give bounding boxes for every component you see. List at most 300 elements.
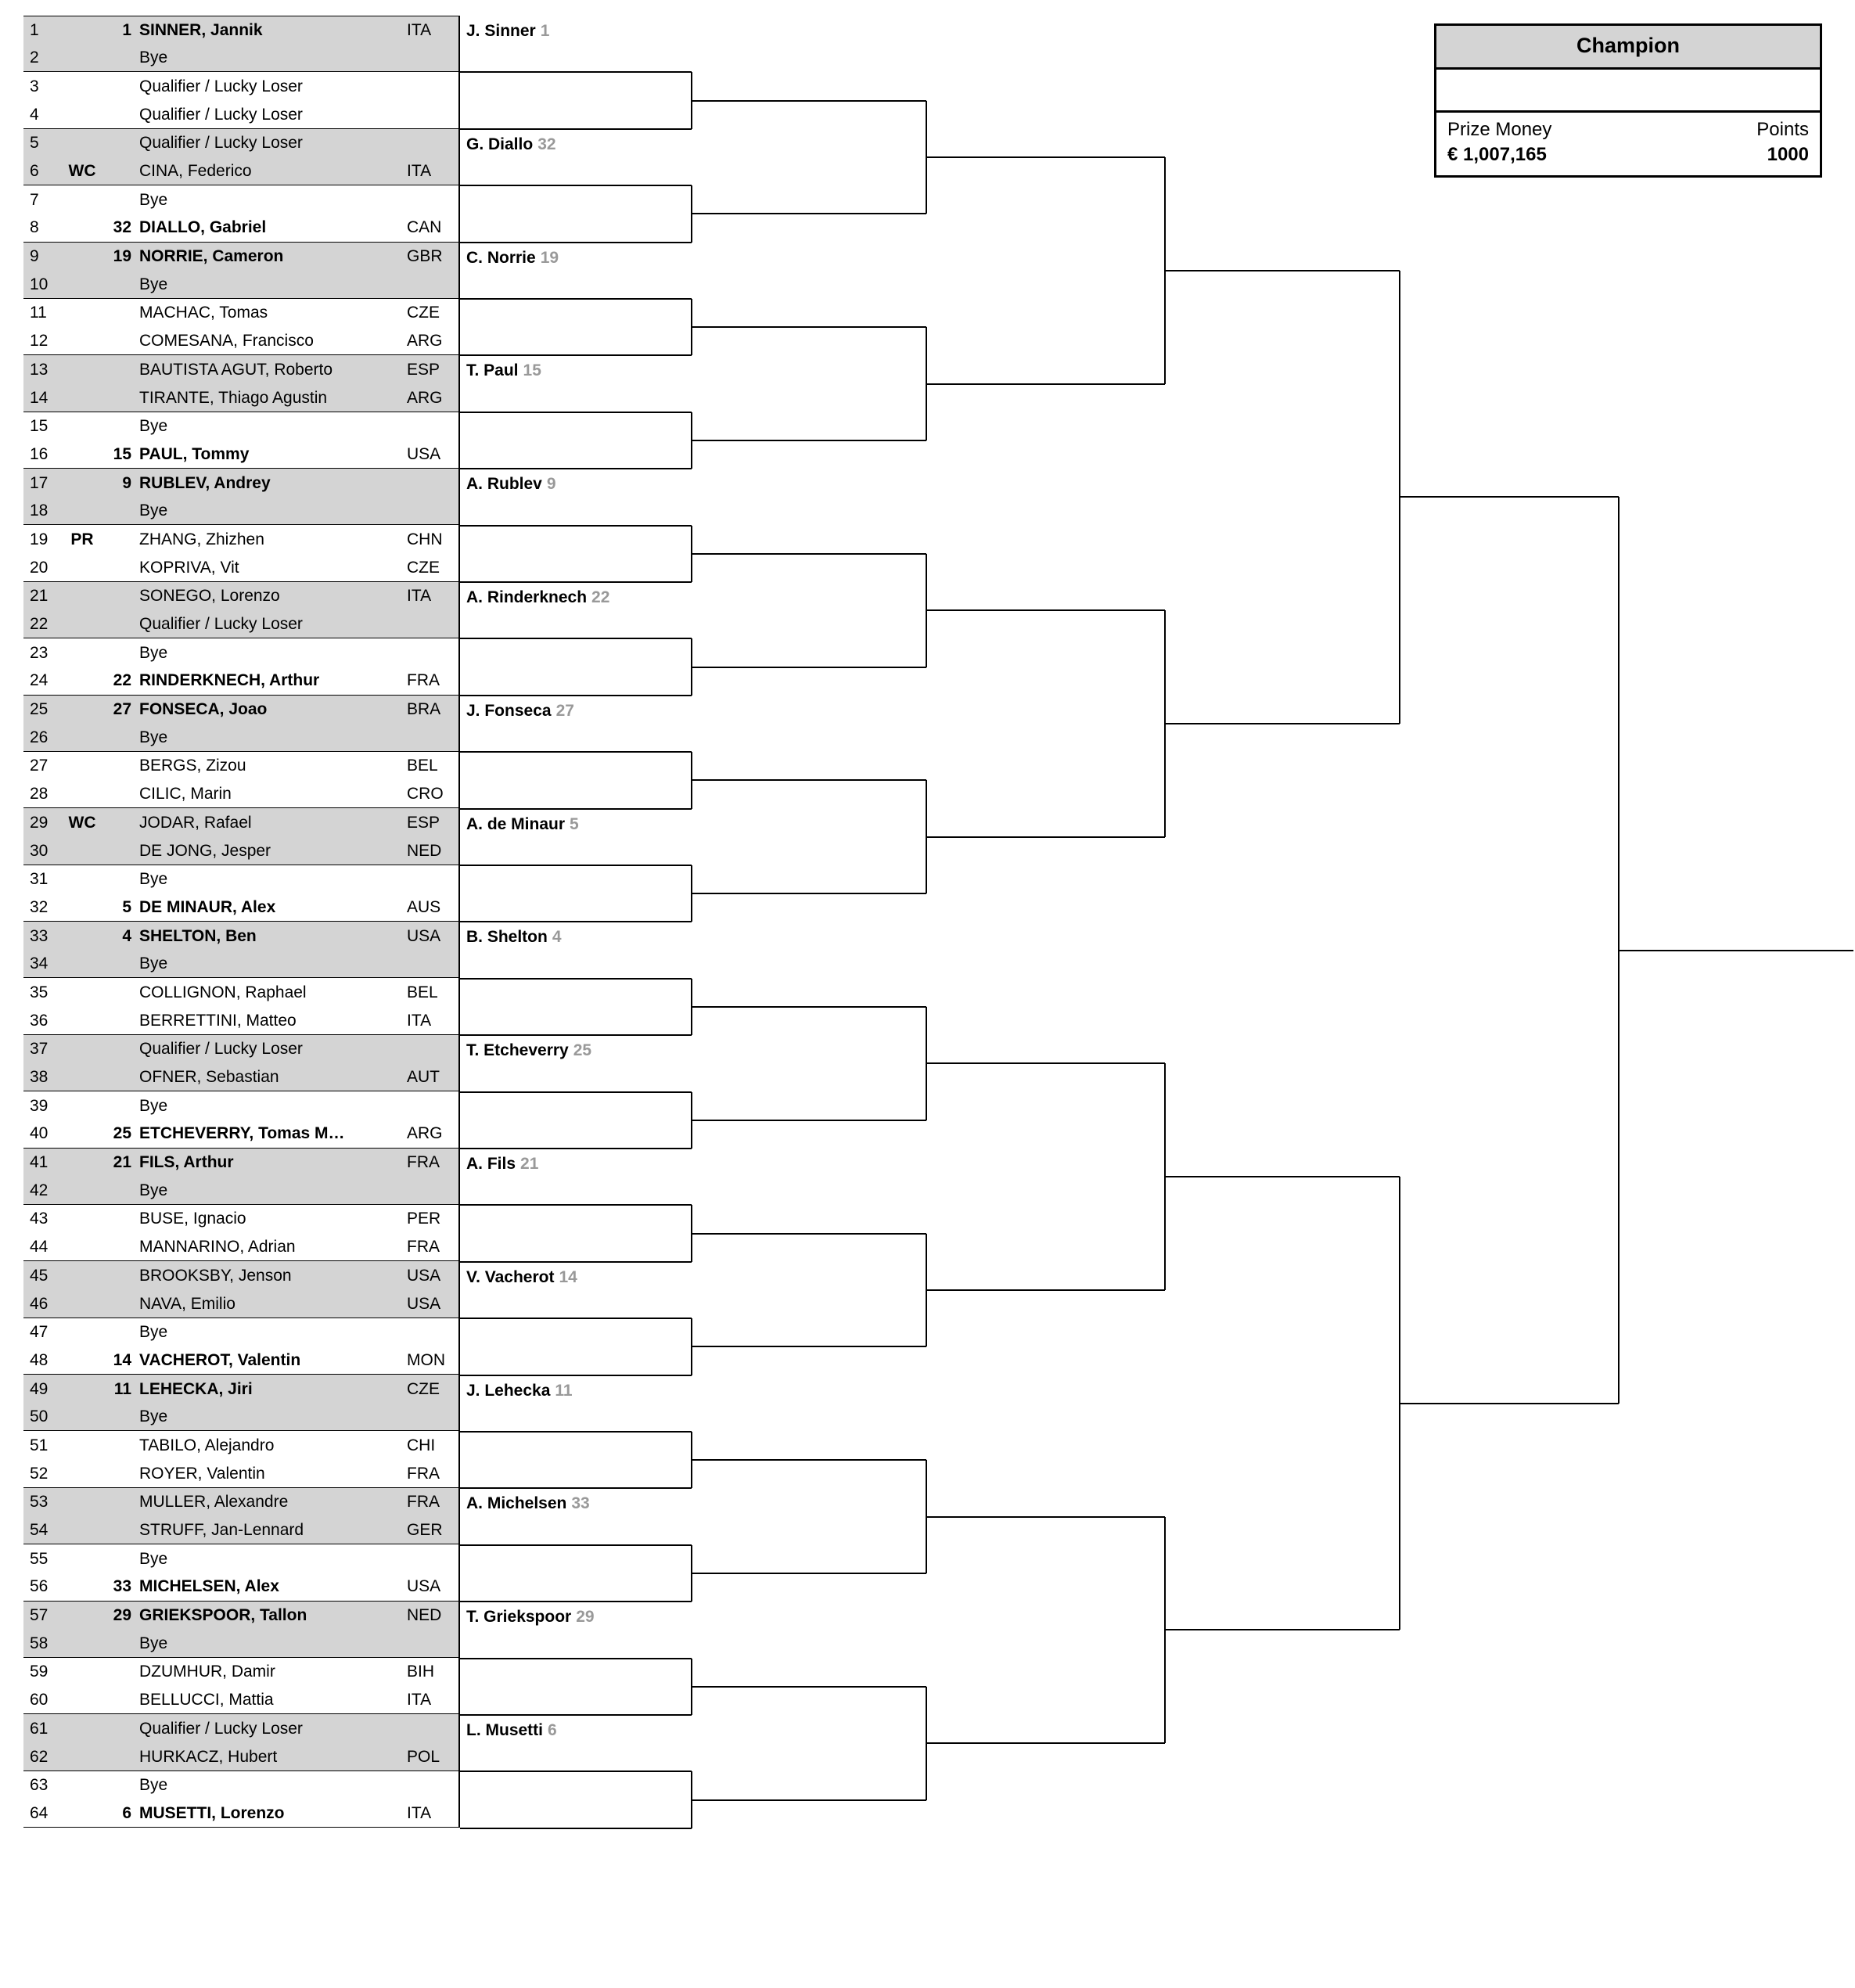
draw-row-player-name[interactable]: TIRANTE, Thiago Agustin bbox=[139, 388, 328, 407]
draw-row[interactable] bbox=[23, 1120, 458, 1148]
draw-row-sequence: 59 bbox=[30, 1663, 49, 1681]
draw-row-sequence: 56 bbox=[30, 1577, 49, 1596]
draw-row-player-name[interactable]: MACHAC, Tomas bbox=[139, 304, 268, 322]
draw-row[interactable] bbox=[23, 355, 458, 383]
draw-row[interactable] bbox=[23, 752, 458, 780]
round2-winner-seed: 9 bbox=[546, 475, 556, 494]
bracket-connector-horizontal bbox=[692, 1573, 926, 1574]
draw-row[interactable] bbox=[23, 383, 458, 412]
draw-row-player-name[interactable]: Bye bbox=[139, 1181, 168, 1199]
draw-row-seed: 25 bbox=[113, 1124, 131, 1143]
draw-row[interactable] bbox=[23, 1602, 458, 1630]
draw-row[interactable] bbox=[23, 1233, 458, 1261]
round2-winner-name: T. Paul bbox=[466, 361, 519, 380]
draw-row-player-name[interactable]: Bye bbox=[139, 1096, 168, 1115]
draw-row-sequence: 14 bbox=[30, 388, 49, 407]
draw-row-seed: 15 bbox=[113, 444, 131, 463]
draw-row[interactable] bbox=[23, 1799, 458, 1828]
draw-row-player-name[interactable]: Bye bbox=[139, 1549, 168, 1568]
round2-winner-seed: 22 bbox=[591, 588, 610, 606]
draw-row-seed: 21 bbox=[113, 1153, 131, 1172]
draw-row[interactable] bbox=[23, 610, 458, 638]
draw-row[interactable] bbox=[23, 724, 458, 752]
draw-row-player-name[interactable]: BERRETTINI, Matteo bbox=[139, 1011, 297, 1030]
draw-row[interactable] bbox=[23, 1686, 458, 1714]
draw-row-nationality: FRA bbox=[407, 671, 440, 690]
bracket-connector-horizontal bbox=[1400, 1403, 1619, 1404]
draw-row-sequence: 11 bbox=[30, 304, 47, 322]
draw-row[interactable] bbox=[23, 185, 458, 214]
points-block bbox=[1756, 119, 1809, 166]
draw-row-player-name[interactable]: JODAR, Rafael bbox=[139, 813, 252, 832]
draw-sheet bbox=[23, 16, 458, 1828]
draw-row-player-name[interactable]: COLLIGNON, Raphael bbox=[139, 983, 307, 1001]
round2-winner-seed: 11 bbox=[555, 1381, 573, 1400]
round2-winner-seed: 27 bbox=[555, 701, 574, 720]
round2-winner[interactable] bbox=[466, 702, 574, 721]
bracket-connector-horizontal bbox=[692, 1006, 926, 1008]
draw-row-seed: 1 bbox=[122, 20, 131, 39]
draw-row-player-name[interactable]: CINA, Federico bbox=[139, 162, 252, 181]
bracket-connector-horizontal bbox=[692, 1346, 926, 1347]
bracket-connector-horizontal bbox=[692, 440, 926, 441]
draw-row[interactable] bbox=[23, 865, 458, 893]
draw-row-player-name[interactable]: DE MINAUR, Alex bbox=[139, 897, 276, 916]
draw-row-nationality: ARG bbox=[407, 388, 443, 407]
draw-row-sequence: 36 bbox=[30, 1011, 49, 1030]
round2-winner-seed: 33 bbox=[571, 1494, 590, 1513]
bracket-connector-horizontal bbox=[692, 1120, 926, 1121]
draw-row-nationality: NED bbox=[407, 1606, 442, 1625]
draw-row-player-name[interactable]: Bye bbox=[139, 275, 168, 293]
draw-row-player-name[interactable]: ZHANG, Zhizhen bbox=[139, 530, 264, 548]
draw-row-player-name[interactable]: BROOKSBY, Jenson bbox=[139, 1266, 292, 1285]
bracket-connector-horizontal bbox=[1165, 270, 1400, 271]
draw-row-player-name[interactable]: ETCHEVERRY, Tomas M… bbox=[139, 1124, 345, 1143]
draw-row-player-name[interactable]: CILIC, Marin bbox=[139, 785, 232, 803]
draw-row-player-name[interactable]: RINDERKNECH, Arthur bbox=[139, 671, 320, 690]
bracket-connector-horizontal bbox=[460, 1148, 692, 1149]
draw-row[interactable] bbox=[23, 1714, 458, 1742]
draw-row-sequence: 55 bbox=[30, 1549, 49, 1568]
bracket-connector-horizontal bbox=[926, 156, 1165, 158]
draw-row[interactable] bbox=[23, 1630, 458, 1658]
draw-row-nationality: MON bbox=[407, 1350, 445, 1369]
round2-winner-seed: 4 bbox=[552, 928, 562, 947]
draw-row-seed: 5 bbox=[122, 897, 131, 916]
round2-winner-name: L. Musetti bbox=[466, 1721, 543, 1739]
draw-row-player-name[interactable]: COMESANA, Francisco bbox=[139, 332, 314, 351]
draw-row-status: PR bbox=[70, 530, 94, 548]
draw-row[interactable] bbox=[23, 1063, 458, 1091]
draw-row[interactable] bbox=[23, 1289, 458, 1318]
draw-row-player-name[interactable]: Bye bbox=[139, 190, 168, 209]
bracket-connector-horizontal bbox=[692, 553, 926, 555]
draw-row[interactable] bbox=[23, 582, 458, 610]
draw-row-sequence: 33 bbox=[30, 926, 49, 945]
bracket-connector-horizontal bbox=[460, 695, 692, 696]
draw-row[interactable] bbox=[23, 214, 458, 242]
draw-row[interactable] bbox=[23, 1091, 458, 1120]
draw-row-player-name[interactable]: KOPRIVA, Vit bbox=[139, 558, 239, 577]
draw-row-nationality: USA bbox=[407, 1577, 441, 1596]
draw-row-sequence: 1 bbox=[30, 20, 39, 39]
draw-row-sequence: 29 bbox=[30, 813, 49, 832]
bracket-connector-horizontal bbox=[692, 1459, 926, 1461]
draw-row[interactable] bbox=[23, 1149, 458, 1177]
draw-row-sequence: 25 bbox=[30, 700, 49, 719]
bracket-connector-horizontal bbox=[926, 1742, 1165, 1744]
draw-row-sequence: 64 bbox=[30, 1803, 49, 1822]
bracket-connector-horizontal bbox=[1165, 1629, 1400, 1630]
draw-row-nationality: ITA bbox=[407, 162, 432, 181]
draw-row-nationality: PER bbox=[407, 1210, 441, 1228]
draw-row[interactable] bbox=[23, 1261, 458, 1289]
draw-row[interactable] bbox=[23, 469, 458, 497]
draw-row-sequence: 51 bbox=[30, 1436, 49, 1454]
draw-row-player-name[interactable]: BAUTISTA AGUT, Roberto bbox=[139, 360, 333, 379]
round2-winner[interactable] bbox=[466, 588, 609, 607]
round2-winner-name: T. Etcheverry bbox=[466, 1041, 569, 1060]
round2-winner-seed: 32 bbox=[537, 135, 556, 153]
draw-row-player-name[interactable]: Bye bbox=[139, 1407, 168, 1426]
bracket-connector-horizontal bbox=[692, 100, 926, 102]
bracket-connector-horizontal bbox=[1619, 950, 1853, 951]
draw-row-sequence: 19 bbox=[30, 530, 49, 548]
draw-row[interactable] bbox=[23, 893, 458, 922]
bracket-connector-horizontal bbox=[460, 1658, 692, 1659]
points-label: Points bbox=[1756, 119, 1809, 140]
bracket-connector-horizontal bbox=[460, 412, 692, 413]
draw-row[interactable] bbox=[23, 1346, 458, 1375]
draw-row-sequence: 9 bbox=[30, 247, 39, 266]
draw-row[interactable] bbox=[23, 440, 458, 469]
draw-row-seed: 29 bbox=[113, 1606, 131, 1625]
draw-row[interactable] bbox=[23, 497, 458, 525]
round2-winner-name: J. Lehecka bbox=[466, 1381, 551, 1400]
draw-row-player-name[interactable]: PAUL, Tommy bbox=[139, 444, 250, 463]
draw-row-sequence: 38 bbox=[30, 1068, 49, 1087]
draw-row-player-name[interactable]: TABILO, Alejandro bbox=[139, 1436, 275, 1454]
draw-row-seed: 14 bbox=[113, 1350, 131, 1369]
prize-money-value: € 1,007,165 bbox=[1447, 144, 1547, 165]
draw-row-player-name[interactable]: Bye bbox=[139, 1634, 168, 1652]
draw-row[interactable] bbox=[23, 16, 458, 44]
round2-winner-name: J. Fonseca bbox=[466, 701, 552, 720]
draw-row-sequence: 21 bbox=[30, 587, 49, 606]
draw-row-player-name[interactable]: MUSETTI, Lorenzo bbox=[139, 1803, 285, 1822]
draw-row-sequence: 58 bbox=[30, 1634, 49, 1652]
draw-row-nationality: ITA bbox=[407, 587, 432, 606]
draw-row[interactable] bbox=[23, 836, 458, 865]
draw-row[interactable] bbox=[23, 1516, 458, 1544]
draw-row-player-name[interactable]: DZUMHUR, Damir bbox=[139, 1663, 275, 1681]
round2-winner[interactable] bbox=[466, 1041, 591, 1060]
draw-row-seed: 19 bbox=[113, 247, 131, 266]
draw-row-nationality: BEL bbox=[407, 983, 438, 1001]
draw-row[interactable] bbox=[23, 978, 458, 1006]
round2-winner[interactable] bbox=[466, 249, 559, 268]
draw-row-nationality: ITA bbox=[407, 1691, 432, 1709]
draw-row[interactable] bbox=[23, 554, 458, 582]
draw-row-nationality: FRA bbox=[407, 1493, 440, 1512]
draw-row[interactable] bbox=[23, 271, 458, 299]
draw-row-sequence: 15 bbox=[30, 417, 49, 436]
draw-row-player-name[interactable]: VACHEROT, Valentin bbox=[139, 1350, 301, 1369]
draw-row[interactable] bbox=[23, 1573, 458, 1601]
round2-winner-name: A. Rublev bbox=[466, 475, 542, 494]
draw-row-sequence: 53 bbox=[30, 1493, 49, 1512]
round2-winner-name: J. Sinner bbox=[466, 22, 536, 40]
draw-row-player-name[interactable]: Bye bbox=[139, 728, 168, 746]
draw-row-player-name[interactable]: FILS, Arthur bbox=[139, 1153, 234, 1172]
bracket-connector-horizontal bbox=[1165, 723, 1400, 724]
draw-row-player-name[interactable]: Bye bbox=[139, 1323, 168, 1342]
bracket-connector-horizontal bbox=[460, 1487, 692, 1489]
draw-row-sequence: 17 bbox=[30, 473, 49, 492]
draw-row-nationality: ESP bbox=[407, 813, 440, 832]
draw-row-player-name[interactable]: Bye bbox=[139, 417, 168, 436]
draw-row[interactable] bbox=[23, 299, 458, 327]
champion-title: Champion bbox=[1436, 26, 1820, 70]
round2-winner-seed: 19 bbox=[540, 248, 559, 267]
bracket-connector-horizontal bbox=[926, 383, 1165, 385]
draw-row-nationality: ARG bbox=[407, 1124, 443, 1143]
draw-row[interactable] bbox=[23, 1488, 458, 1516]
champion-winner-name bbox=[1436, 70, 1820, 113]
round2-winner-seed: 15 bbox=[523, 361, 541, 380]
draw-row-player-name[interactable]: LEHECKA, Jiri bbox=[139, 1379, 253, 1398]
bracket-connector-horizontal bbox=[1400, 496, 1619, 498]
draw-row-nationality: ITA bbox=[407, 1011, 432, 1030]
draw-row-sequence: 43 bbox=[30, 1210, 49, 1228]
round2-winner[interactable] bbox=[466, 1608, 595, 1627]
draw-row-player-name[interactable]: NORRIE, Cameron bbox=[139, 247, 284, 266]
draw-row-nationality: BIH bbox=[407, 1663, 435, 1681]
round2-winner-name: T. Griekspoor bbox=[466, 1608, 572, 1627]
round2-winner-name: G. Diallo bbox=[466, 135, 534, 153]
draw-row-player-name[interactable]: Bye bbox=[139, 1776, 168, 1795]
bracket-connector-horizontal bbox=[460, 1544, 692, 1546]
draw-row-player-name[interactable]: Bye bbox=[139, 643, 168, 662]
draw-row-sequence: 6 bbox=[30, 162, 39, 181]
draw-row[interactable] bbox=[23, 922, 458, 950]
draw-row-sequence: 18 bbox=[30, 501, 49, 520]
draw-row[interactable] bbox=[23, 243, 458, 271]
draw-row-player-name[interactable]: Qualifier / Lucky Loser bbox=[139, 615, 303, 634]
round2-winner-seed: 25 bbox=[573, 1041, 592, 1060]
draw-row[interactable] bbox=[23, 1403, 458, 1431]
draw-row-nationality: ITA bbox=[407, 20, 432, 39]
draw-row-sequence: 27 bbox=[30, 757, 49, 775]
draw-row-nationality: AUT bbox=[407, 1068, 440, 1087]
draw-row-sequence: 62 bbox=[30, 1747, 49, 1766]
draw-row[interactable] bbox=[23, 327, 458, 355]
round2-winner[interactable] bbox=[466, 135, 556, 154]
draw-row-sequence: 24 bbox=[30, 671, 49, 690]
draw-row[interactable] bbox=[23, 129, 458, 157]
draw-row-seed: 22 bbox=[113, 671, 131, 690]
round2-winner[interactable] bbox=[466, 1494, 590, 1513]
draw-row-sequence: 47 bbox=[30, 1323, 49, 1342]
draw-row-player-name[interactable]: SHELTON, Ben bbox=[139, 926, 257, 945]
draw-row-sequence: 50 bbox=[30, 1407, 49, 1426]
draw-row[interactable] bbox=[23, 157, 458, 185]
draw-row-player-name[interactable]: BELLUCCI, Mattia bbox=[139, 1691, 274, 1709]
draw-row[interactable] bbox=[23, 44, 458, 72]
draw-row[interactable] bbox=[23, 638, 458, 667]
bracket-connector-horizontal bbox=[460, 128, 692, 130]
draw-row-sequence: 10 bbox=[30, 275, 49, 293]
draw-row[interactable] bbox=[23, 667, 458, 695]
round2-winner[interactable] bbox=[466, 475, 556, 494]
draw-row-player-name[interactable]: Qualifier / Lucky Loser bbox=[139, 1719, 303, 1738]
round2-winner[interactable] bbox=[466, 1721, 557, 1740]
draw-row-player-name[interactable]: SINNER, Jannik bbox=[139, 20, 263, 39]
draw-row[interactable] bbox=[23, 696, 458, 724]
bracket-connector-horizontal bbox=[926, 1062, 1165, 1064]
draw-row-nationality: CAN bbox=[407, 218, 442, 237]
draw-row[interactable] bbox=[23, 780, 458, 808]
bracket-connector-horizontal bbox=[460, 751, 692, 753]
draw-row-sequence: 20 bbox=[30, 558, 49, 577]
draw-row[interactable] bbox=[23, 525, 458, 553]
draw-row-status: WC bbox=[68, 162, 96, 181]
draw-row-player-name[interactable]: Bye bbox=[139, 870, 168, 889]
draw-row[interactable] bbox=[23, 1544, 458, 1573]
draw-row-player-name[interactable]: BUSE, Ignacio bbox=[139, 1210, 246, 1228]
round2-winner[interactable] bbox=[466, 928, 562, 947]
draw-row-sequence: 63 bbox=[30, 1776, 49, 1795]
draw-row-sequence: 61 bbox=[30, 1719, 49, 1738]
round2-winner[interactable] bbox=[466, 1382, 573, 1400]
draw-row[interactable] bbox=[23, 1742, 458, 1771]
draw-row[interactable] bbox=[23, 1460, 458, 1488]
draw-row-sequence: 37 bbox=[30, 1040, 49, 1059]
round2-winner-name: A. Fils bbox=[466, 1155, 516, 1173]
draw-row[interactable] bbox=[23, 1771, 458, 1799]
draw-row-player-name[interactable]: DIALLO, Gabriel bbox=[139, 218, 267, 237]
draw-row-player-name[interactable]: MULLER, Alexandre bbox=[139, 1493, 289, 1512]
draw-row-player-name[interactable]: DE JONG, Jesper bbox=[139, 841, 271, 860]
round2-winner[interactable] bbox=[466, 1268, 577, 1287]
draw-row-player-name[interactable]: OFNER, Sebastian bbox=[139, 1068, 279, 1087]
draw-row-player-name[interactable]: STRUFF, Jan-Lennard bbox=[139, 1521, 304, 1540]
draw-row-player-name[interactable]: SONEGO, Lorenzo bbox=[139, 587, 280, 606]
round2-winner-name: V. Vacherot bbox=[466, 1267, 555, 1286]
draw-row-player-name[interactable]: Qualifier / Lucky Loser bbox=[139, 77, 303, 95]
draw-row-nationality: CHI bbox=[407, 1436, 436, 1454]
draw-row-sequence: 13 bbox=[30, 360, 49, 379]
draw-row-player-name[interactable]: MICHELSEN, Alex bbox=[139, 1577, 279, 1596]
draw-row-player-name[interactable]: HURKACZ, Hubert bbox=[139, 1747, 278, 1766]
draw-row[interactable] bbox=[23, 950, 458, 978]
draw-row-player-name[interactable]: BERGS, Zizou bbox=[139, 757, 246, 775]
bracket-connector-horizontal bbox=[460, 1034, 692, 1036]
draw-row-nationality: ITA bbox=[407, 1803, 432, 1822]
draw-row[interactable] bbox=[23, 1375, 458, 1403]
draw-row[interactable] bbox=[23, 412, 458, 440]
bracket-connector-horizontal bbox=[460, 468, 692, 469]
round2-winner[interactable] bbox=[466, 1155, 538, 1174]
draw-row-nationality: BEL bbox=[407, 757, 438, 775]
draw-row-player-name[interactable]: MANNARINO, Adrian bbox=[139, 1238, 296, 1256]
draw-row-player-name[interactable]: Bye bbox=[139, 501, 168, 520]
draw-row-nationality: CRO bbox=[407, 785, 444, 803]
draw-row-sequence: 48 bbox=[30, 1350, 49, 1369]
draw-row-player-name[interactable]: RUBLEV, Andrey bbox=[139, 473, 271, 492]
draw-row-player-name[interactable]: Qualifier / Lucky Loser bbox=[139, 105, 303, 124]
draw-row-sequence: 42 bbox=[30, 1181, 49, 1199]
draw-row-sequence: 5 bbox=[30, 134, 39, 153]
draw-row[interactable] bbox=[23, 1177, 458, 1205]
bracket-connector-horizontal bbox=[926, 609, 1165, 611]
draw-row-sequence: 34 bbox=[30, 954, 49, 973]
round2-winner-name: C. Norrie bbox=[466, 248, 536, 267]
draw-row-sequence: 12 bbox=[30, 332, 49, 351]
draw-row[interactable] bbox=[23, 808, 458, 836]
draw-row-player-name[interactable]: ROYER, Valentin bbox=[139, 1464, 265, 1483]
round2-winner-seed: 21 bbox=[520, 1155, 539, 1173]
draw-row-sequence: 49 bbox=[30, 1379, 49, 1398]
bracket-connector-horizontal bbox=[460, 1601, 692, 1602]
draw-row-sequence: 32 bbox=[30, 897, 49, 916]
draw-row-sequence: 23 bbox=[30, 643, 49, 662]
bracket-connector-horizontal bbox=[460, 525, 692, 527]
bracket-connector-horizontal bbox=[460, 1204, 692, 1206]
bracket-connector-horizontal bbox=[460, 1431, 692, 1433]
draw-row[interactable] bbox=[23, 72, 458, 100]
draw-row-sequence: 4 bbox=[30, 105, 39, 124]
draw-row-player-name[interactable]: Qualifier / Lucky Loser bbox=[139, 1040, 303, 1059]
draw-row-seed: 32 bbox=[113, 218, 131, 237]
draw-row[interactable] bbox=[23, 1035, 458, 1063]
draw-row[interactable] bbox=[23, 101, 458, 129]
bracket-connector-horizontal bbox=[460, 1714, 692, 1716]
draw-row-nationality: CZE bbox=[407, 304, 440, 322]
round2-winner[interactable] bbox=[466, 815, 579, 834]
round2-winner-seed: 14 bbox=[559, 1267, 577, 1286]
draw-row-sequence: 35 bbox=[30, 983, 49, 1001]
draw-row[interactable] bbox=[23, 1007, 458, 1035]
draw-row-player-name[interactable]: Bye bbox=[139, 954, 168, 973]
draw-row-player-name[interactable]: NAVA, Emilio bbox=[139, 1294, 235, 1313]
draw-row-player-name[interactable]: GRIEKSPOOR, Tallon bbox=[139, 1606, 307, 1625]
draw-row[interactable] bbox=[23, 1205, 458, 1233]
round2-winner-name: A. de Minaur bbox=[466, 814, 566, 833]
draw-row-player-name[interactable]: FONSECA, Joao bbox=[139, 700, 268, 719]
draw-row-sequence: 8 bbox=[30, 218, 39, 237]
draw-row-nationality: FRA bbox=[407, 1238, 440, 1256]
bracket-connector-horizontal bbox=[692, 893, 926, 894]
draw-row-nationality: GER bbox=[407, 1521, 443, 1540]
round2-winner[interactable] bbox=[466, 22, 549, 41]
bracket-connector-horizontal bbox=[692, 667, 926, 668]
round2-winner[interactable] bbox=[466, 361, 541, 380]
draw-row-player-name[interactable]: Bye bbox=[139, 49, 168, 67]
draw-row[interactable] bbox=[23, 1658, 458, 1686]
draw-row-player-name[interactable]: Qualifier / Lucky Loser bbox=[139, 134, 303, 153]
bracket-connector-horizontal bbox=[460, 978, 692, 980]
draw-row[interactable] bbox=[23, 1431, 458, 1459]
draw-row-seed: 6 bbox=[122, 1803, 131, 1822]
draw-row-sequence: 57 bbox=[30, 1606, 49, 1625]
draw-row-sequence: 39 bbox=[30, 1096, 49, 1115]
draw-row-sequence: 54 bbox=[30, 1521, 49, 1540]
prize-money-label: Prize Money bbox=[1447, 119, 1552, 140]
round2-winner-seed: 29 bbox=[576, 1608, 595, 1627]
draw-row[interactable] bbox=[23, 1318, 458, 1346]
